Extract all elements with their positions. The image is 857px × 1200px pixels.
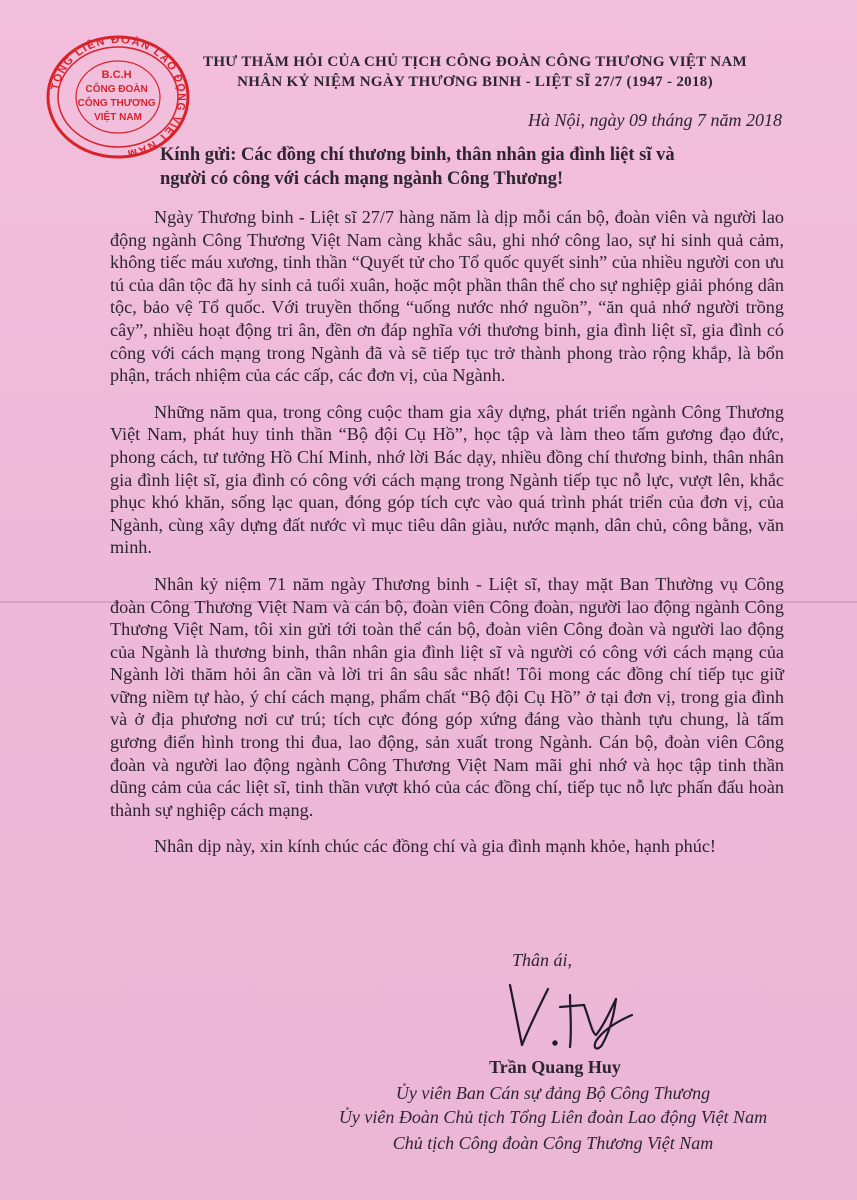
salutation [160, 143, 800, 191]
official-seal-stamp [38, 33, 198, 161]
handwritten-signature [500, 975, 650, 1055]
signer-name: Trần Quang Huy [489, 1057, 621, 1077]
svg-text:TỔNG LIÊN ĐOÀN LAO ĐỘNG VIỆT N: TỔNG LIÊN ĐOÀN LAO ĐỘNG VIỆT NAM [49, 34, 188, 160]
letter-title-line-1: THƯ THĂM HỎI CỦA CHỦ TỊCH CÔNG ĐOÀN CÔNG THƯƠNG VIỆT NAM [203, 54, 747, 70]
body-paragraph-3: Nhân kỷ niệm 71 năm ngày Thương binh - Liệt sĩ, thay mặt Ban Thường vụ Công đoàn Công Thương Việt Nam và cán bộ, đoàn viên Công đoàn, người lao động ngành Công Thương Việt Nam, tôi xin gửi tới toàn thể cán bộ, đoàn viên Công đoàn và người lao động của Ngành là thương binh, thân nhân gia đình liệt sĩ và người có công với cách mạng của Ngành lời thăm hỏi ân cần và lời tri ân sâu sắc nhất! Tôi mong các đồng chí tiếp tục giữ vững niềm tự hào, ý chí cách mạng, phẩm chất “Bộ đội Cụ Hồ” ở tại đơn vị, trong gia đình và ở địa phương nơi cư trú; tích cực đóng góp xứng đáng vào thành tựu chung, là tấm gương điển hình trong thi đua, lao động, sản xuất trong Ngành. Cán bộ, đoàn viên Công đoàn và người lao động ngành Công Thương Việt Nam mãi ghi nhớ và học tập tinh thần dũng cảm của các liệt sĩ, tinh thần vượt khó của các đồng chí, tiếp tục nỗ lực phấn đấu hoàn thành sự nghiệp cách mạng. [110, 573, 784, 820]
salutation-line-1: Kính gửi: Các đồng chí thương binh, thân nhân gia đình liệt sĩ và [160, 145, 675, 165]
salutation-line-2: người có công với cách mạng ngành Công Thương! [160, 169, 564, 189]
signer-role-2: Ủy viên Đoàn Chủ tịch Tổng Liên đoàn Lao động Việt Nam [338, 1107, 768, 1127]
body-paragraph-4: Nhân dịp này, xin kính chúc các đồng chí và gia đình mạnh khỏe, hạnh phúc! [154, 836, 716, 857]
body-paragraph-1: Ngày Thương binh - Liệt sĩ 27/7 hàng năm là dịp mỗi cán bộ, đoàn viên và người lao động ngành Công Thương Việt Nam càng khắc sâu, ghi nhớ công lao, sự hi sinh quả cảm, không tiếc máu xương, tinh thần “Quyết tử cho Tổ quốc quyết sinh” của nhiều người con ưu tú của dân tộc đã hy sinh cả tuổi xuân, hoặc một phần thân thể cho sự nghiệp giải phóng dân tộc, bảo vệ Tổ quốc. Với truyền thống “uống nước nhớ nguồn”, “ăn quả nhớ người trồng cây”, nhiều hoạt động tri ân, đền ơn đáp nghĩa với thương binh, gia đình liệt sĩ, gia đình có công với cách mạng trong Ngành đã và sẽ tiếp tục trở thành phong trào rộng khắp, là bổn phận, trách nhiệm của các cấp, các đơn vị, của Ngành. [110, 207, 784, 386]
signer-role-3: Chủ tịch Công đoàn Công Thương Việt Nam [392, 1133, 714, 1153]
closing-phrase: Thân ái, [512, 950, 573, 970]
signer-role-1: Ủy viên Ban Cán sự đảng Bộ Công Thương [395, 1083, 711, 1103]
letter-title-line-2: NHÂN KỶ NIỆM NGÀY THƯƠNG BINH - LIỆT SĨ 27/7 (1947 - 2018) [237, 74, 713, 90]
letter-date: Hà Nội, ngày 09 tháng 7 năm 2018 [528, 110, 782, 130]
svg-text:B.C.H CÔNG ĐOÀN: B.C.H CÔNG ĐOÀN CÔNG THƯƠNG VIỆT NAM [77, 69, 156, 123]
letter-body [110, 206, 784, 872]
body-paragraph-2: Những năm qua, trong công cuộc tham gia xây dựng, phát triển ngành Công Thương Việt Nam, phát huy tinh thần “Bộ đội Cụ Hồ”, học tập và làm theo tấm gương đạo đức, phong cách, tư tưởng Hồ Chí Minh, nhớ lời Bác dạy, nhiều đồng chí thương binh, thân nhân gia đình liệt sĩ, gia đình có công với cách mạng trong Ngành tiếp tục nỗ lực, vượt lên, khắc phục khó khăn, sống lạc quan, đóng góp tích cực vào quá trình phát triển của đơn vị, của Ngành, cùng xây dựng đất nước vì mục tiêu dân giàu, nước mạnh, dân chủ, công bằng, văn minh. [110, 401, 784, 558]
